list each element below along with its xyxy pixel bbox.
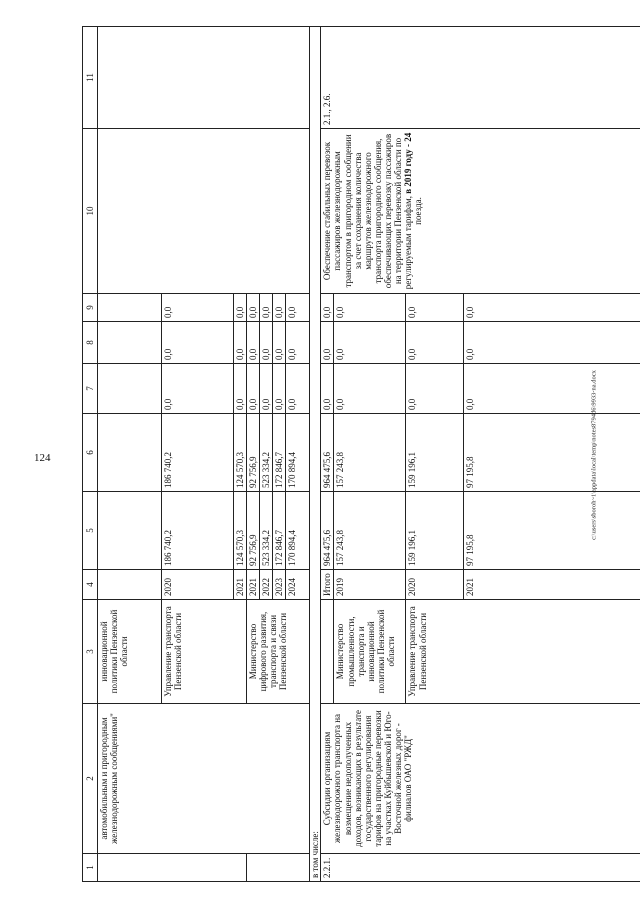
value-cell: 0,0 bbox=[247, 364, 260, 414]
value-cell: 172 846,7 bbox=[273, 492, 286, 570]
year-cell: 2021 bbox=[247, 570, 260, 600]
cell-number bbox=[98, 854, 247, 882]
measure-name-cell: автомобильным и пригородным железнодорожным сообщениями" bbox=[98, 704, 310, 854]
indicator-cell: 2.1., 2.6. bbox=[321, 27, 640, 129]
value-cell: 172 846,7 bbox=[273, 414, 286, 492]
executor-cell: Министерство цифрового развития, транспорта и связи Пензенской области bbox=[247, 600, 310, 704]
value-cell: 0,0 bbox=[234, 322, 247, 364]
value-cell: 0,0 bbox=[234, 364, 247, 414]
value-cell: 0,0 bbox=[260, 294, 273, 322]
value-cell: 523 334,2 bbox=[260, 414, 273, 492]
table-container bbox=[82, 27, 619, 882]
column-number: 6 bbox=[83, 414, 98, 492]
value-cell: 0,0 bbox=[260, 322, 273, 364]
year-cell bbox=[98, 570, 162, 600]
value-cell: 0,0 bbox=[321, 294, 334, 322]
file-path-footer: c:\users\sboroh~1\appdata\local\temp\notes8794d6\9933-na.docx bbox=[590, 370, 598, 540]
value-cell: 0,0 bbox=[464, 364, 640, 414]
column-number: 1 bbox=[83, 854, 98, 882]
column-number: 11 bbox=[83, 27, 98, 129]
result-cell bbox=[98, 129, 310, 294]
column-number: 3 bbox=[83, 600, 98, 704]
value-cell: 0,0 bbox=[234, 294, 247, 322]
result-cell bbox=[321, 129, 640, 294]
column-number: 9 bbox=[83, 294, 98, 322]
executor-cell: Министерство промышленности, транспорта и инновационной политики Пензенской области bbox=[334, 600, 406, 704]
value-cell: 124 570,3 bbox=[234, 492, 247, 570]
result-text: Обеспечение стабильных перевозок пассажиров железнодорожным транспортом в пригородном сообщении за счет сохранения количества маршрутов железнодорожного транспорта пригородного сообщения, обеспечивающих перевозку пассажиров на территории Пензенской области по регулируемым тарифам, bbox=[322, 133, 414, 290]
value-cell bbox=[98, 414, 162, 492]
cell-number bbox=[247, 854, 310, 882]
year-cell: 2020 bbox=[406, 570, 464, 600]
value-cell: 97 195,8 bbox=[464, 414, 640, 492]
value-cell: 0,0 bbox=[334, 364, 406, 414]
section-label: в том числе: bbox=[310, 27, 321, 882]
indicator-cell bbox=[98, 27, 310, 129]
value-cell: 186 740,2 bbox=[162, 414, 234, 492]
year-cell: Итого bbox=[321, 570, 334, 600]
executor-cell: инновационной политики Пензенской области bbox=[98, 600, 162, 704]
value-cell: 157 243,8 bbox=[334, 492, 406, 570]
value-cell: 92 756,9 bbox=[247, 492, 260, 570]
value-cell: 0,0 bbox=[247, 322, 260, 364]
value-cell: 0,0 bbox=[286, 364, 310, 414]
year-cell: 2019 bbox=[334, 570, 406, 600]
measure-number: 2.2.1. bbox=[321, 854, 640, 882]
value-cell: 0,0 bbox=[286, 322, 310, 364]
measure-name-cell: Субсидии организациям железнодорожного транспорта на возмещение недополученных доходов, возникающих в результате государственного регулирования тарифов на пригородные перевозки на участках Куйбышевской и Юго-Восточной железных дорог - филиалов ОАО "РЖД" bbox=[321, 704, 640, 854]
year-cell: 2020 bbox=[162, 570, 234, 600]
table-row bbox=[321, 27, 334, 882]
value-cell: 159 196,1 bbox=[406, 492, 464, 570]
value-cell: 124 570,3 bbox=[234, 414, 247, 492]
executor-cell: Управление транспорта Пензенской области bbox=[162, 600, 247, 704]
year-cell: 2022 bbox=[260, 570, 273, 600]
value-cell: 159 196,1 bbox=[406, 414, 464, 492]
year-cell: 2021 bbox=[234, 570, 247, 600]
table-row bbox=[98, 27, 162, 882]
value-cell: 0,0 bbox=[260, 364, 273, 414]
value-cell: 0,0 bbox=[247, 294, 260, 322]
value-cell: 964 475,6 bbox=[321, 414, 334, 492]
value-cell: 0,0 bbox=[321, 322, 334, 364]
column-number: 2 bbox=[83, 704, 98, 854]
column-number: 8 bbox=[83, 322, 98, 364]
value-cell: 0,0 bbox=[321, 364, 334, 414]
column-number: 5 bbox=[83, 492, 98, 570]
value-cell: 157 243,8 bbox=[334, 414, 406, 492]
value-cell: 523 334,2 bbox=[260, 492, 273, 570]
value-cell: 0,0 bbox=[406, 294, 464, 322]
value-cell: 0,0 bbox=[464, 322, 640, 364]
value-cell: 0,0 bbox=[162, 364, 234, 414]
value-cell: 97 195,8 bbox=[464, 492, 640, 570]
value-cell: 92 756,9 bbox=[247, 414, 260, 492]
value-cell: 0,0 bbox=[406, 322, 464, 364]
program-measures-table bbox=[82, 26, 640, 882]
value-cell: 0,0 bbox=[162, 322, 234, 364]
executor-cell bbox=[321, 600, 334, 704]
executor-cell: Управление транспорта Пензенской области bbox=[406, 600, 640, 704]
value-cell: 964 475,6 bbox=[321, 492, 334, 570]
value-cell: 0,0 bbox=[464, 294, 640, 322]
value-cell bbox=[98, 364, 162, 414]
value-cell: 0,0 bbox=[273, 364, 286, 414]
value-cell: 0,0 bbox=[334, 294, 406, 322]
value-cell: 0,0 bbox=[273, 322, 286, 364]
value-cell: 0,0 bbox=[162, 294, 234, 322]
value-cell: 0,0 bbox=[334, 322, 406, 364]
column-number-row bbox=[83, 27, 98, 882]
year-cell: 2023 bbox=[273, 570, 286, 600]
page-number: 124 bbox=[34, 452, 51, 464]
year-cell: 2024 bbox=[286, 570, 310, 600]
value-cell bbox=[98, 492, 162, 570]
value-cell bbox=[98, 322, 162, 364]
value-cell: 0,0 bbox=[273, 294, 286, 322]
rotated-page-area bbox=[82, 27, 619, 882]
year-cell: 2021 bbox=[464, 570, 640, 600]
result-tail: поезда. bbox=[413, 197, 424, 225]
value-cell: 170 894,4 bbox=[286, 414, 310, 492]
column-number: 10 bbox=[83, 129, 98, 294]
value-cell: 0,0 bbox=[286, 294, 310, 322]
column-number: 7 bbox=[83, 364, 98, 414]
value-cell: 0,0 bbox=[406, 364, 464, 414]
value-cell: 170 894,4 bbox=[286, 492, 310, 570]
column-number: 4 bbox=[83, 570, 98, 600]
table-row bbox=[310, 27, 321, 882]
value-cell: 186 740,2 bbox=[162, 492, 234, 570]
value-cell bbox=[98, 294, 162, 322]
result-bold: в 2019 году - 24 bbox=[403, 132, 414, 194]
